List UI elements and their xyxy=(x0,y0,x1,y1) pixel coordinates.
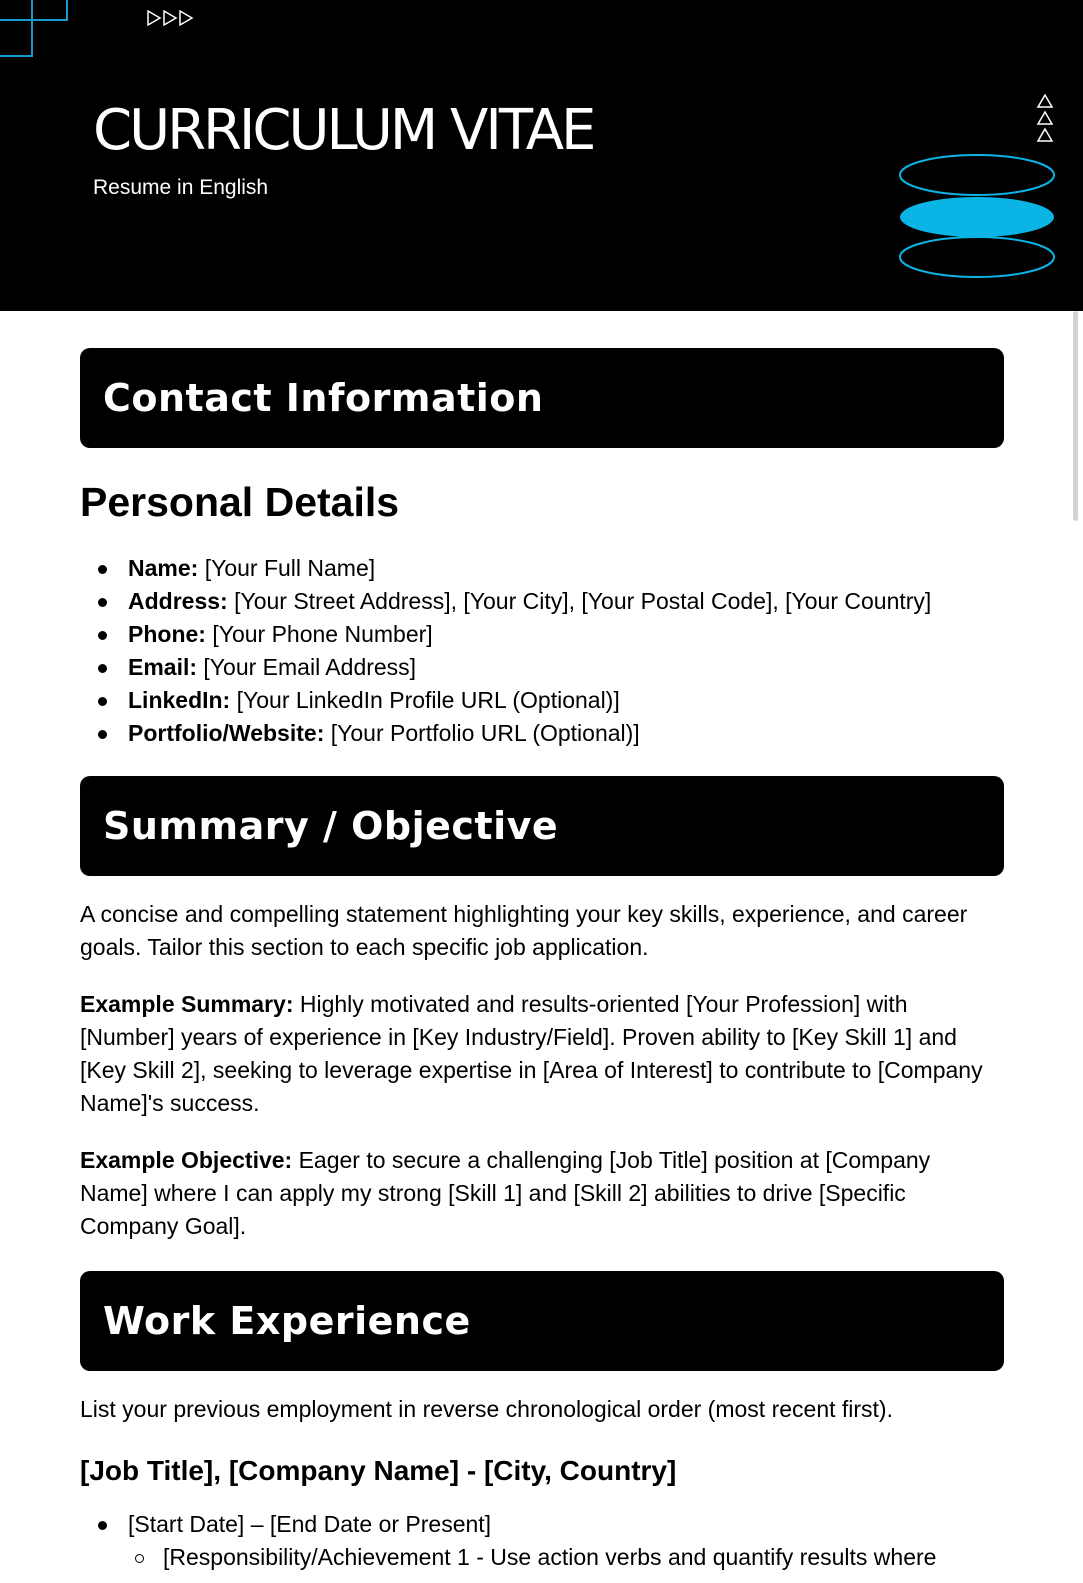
example-objective xyxy=(80,1144,1004,1243)
example-objective-label: Example Objective: xyxy=(80,1147,293,1173)
list-item: Address: [Your Street Address], [Your City], [Your Postal Code], [Your Country] xyxy=(80,585,1004,618)
section-header-summary: Summary / Objective xyxy=(80,776,1004,876)
section-header-work: Work Experience xyxy=(80,1271,1004,1371)
document-subtitle: Resume in English xyxy=(93,176,269,199)
list-item: Name: [Your Full Name] xyxy=(80,552,1004,585)
example-summary xyxy=(80,988,1004,1120)
example-summary-label: Example Summary: xyxy=(80,991,294,1017)
example-objective-text: Eager to secure a challenging [Job Title] position at [Company Name] where I can apply my strong [Skill 1] and [Skill 2] abilities to drive [Specific Company Goal]. xyxy=(80,1147,931,1239)
personal-details-list xyxy=(80,552,1004,750)
stacked-ellipses-decoration xyxy=(895,152,1059,280)
corner-decoration-line xyxy=(0,19,68,21)
summary-intro: A concise and compelling statement highlighting your key skills, experience, and career goals. Tailor this section to each specific job application. xyxy=(80,901,968,960)
corner-decoration-line xyxy=(0,55,33,57)
section-header-contact: Contact Information xyxy=(80,348,1004,448)
example-summary-text: Highly motivated and results-oriented [Your Profession] with [Number] years of experience in [Key Industry/Field]. Proven ability to [Key Skill 1] and [Key Skill 2], seeking to leverage expertise in [Area of Interest] to contribute to [Company Name]'s success. xyxy=(80,991,983,1116)
triangles-right-icon xyxy=(146,10,194,26)
list-item: LinkedIn: [Your LinkedIn Profile URL (Optional)] xyxy=(80,684,1004,717)
corner-decoration-line xyxy=(66,0,68,21)
job-heading: [Job Title], [Company Name] - [City, Country] xyxy=(80,1455,677,1486)
ellipse-outline-bottom xyxy=(900,237,1054,277)
personal-details-heading: Personal Details xyxy=(80,479,400,525)
corner-decoration-line xyxy=(31,0,33,57)
list-item: Phone: [Your Phone Number] xyxy=(80,618,1004,651)
list-item: Portfolio/Website: [Your Portfolio URL (Optional)] xyxy=(80,717,1004,750)
list-item: Email: [Your Email Address] xyxy=(80,651,1004,684)
scrollbar-thumb[interactable] xyxy=(1073,311,1078,521)
responsibility-list xyxy=(128,1541,1004,1574)
list-item xyxy=(80,1508,1004,1574)
list-item: [Responsibility/Achievement 1 - Use action verbs and quantify results where xyxy=(128,1541,1004,1574)
triangles-up-icon xyxy=(1035,94,1055,144)
document-body xyxy=(80,348,1004,1574)
document-title: CURRICULUM VITAE xyxy=(93,98,594,163)
ellipse-outline-top xyxy=(900,155,1054,195)
header-banner xyxy=(0,0,1083,311)
work-intro: List your previous employment in reverse chronological order (most recent first). xyxy=(80,1396,893,1422)
ellipse-filled-middle xyxy=(900,197,1054,237)
job-details-list xyxy=(80,1508,1004,1574)
job-dates: [Start Date] – [End Date or Present] xyxy=(128,1511,492,1537)
